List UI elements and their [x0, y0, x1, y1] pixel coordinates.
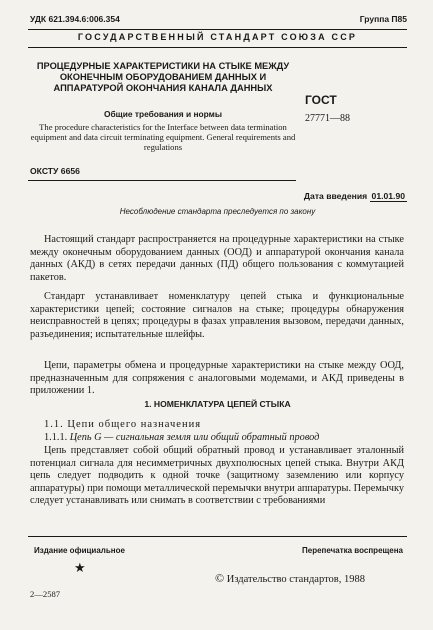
- gost-label: ГОСТ: [305, 93, 337, 107]
- paragraph-circuit-g: [30, 445, 404, 508]
- print-code: 2—2587: [30, 589, 61, 599]
- item-title: Цепь G — сигнальная земля или общий обратный провод: [69, 432, 320, 443]
- effective-date: [304, 191, 407, 201]
- copyright-line: [215, 571, 365, 586]
- paragraph-appendix: [30, 360, 404, 398]
- paragraph-nomenclature: [30, 291, 404, 341]
- standard-banner: ГОСУДАРСТВЕННЫЙ СТАНДАРТ СОЮЗА ССР: [77, 32, 358, 42]
- paragraph-scope: [30, 234, 404, 284]
- copyright-icon: ©: [215, 571, 225, 585]
- title-english: The procedure characteristics for the Interface between data termination equipment and data circuit terminating equipment. General requirements and regulations: [30, 122, 296, 152]
- subtitle-russian: Общие требования и нормы: [103, 109, 223, 119]
- official-edition: Издание официальное: [34, 546, 125, 555]
- udk-code: УДК 621.394.6:006.354: [30, 14, 120, 24]
- footer-rule: [28, 536, 407, 537]
- violation-notice: Несоблюдение стандарта преследуется по закону: [119, 207, 316, 216]
- title-russian: ПРОЦЕДУРНЫЕ ХАРАКТЕРИСТИКИ НА СТЫКЕ МЕЖДУ ОКОНЕЧНЫМ ОБОРУДОВАНИЕМ ДАННЫХ И АППАРАТУРОЙ ОКОНЧАНИЯ КАНАЛА ДАННЫХ: [36, 61, 290, 93]
- star-icon: ★: [74, 560, 86, 575]
- paragraph-text: Настоящий стандарт распространяется на процедурные характеристики на стыке между оконечным оборудованием данных (ООД) и аппаратурой окончания канала данных (АКД) в сетях передачи данных (ПД) общего пользования с коммутацией пакетов.: [30, 234, 404, 283]
- paragraph-text: Цепи, параметры обмена и процедурные характеристики на стыке между ООД, предназначенным для сопряжения с аналоговыми модемами, и АКД приведены в приложении 1.: [30, 360, 404, 397]
- subsection-heading: 1.1. Цепи общего назначения: [44, 419, 202, 430]
- item-number: 1.1.1.: [44, 432, 68, 443]
- group-code: Группа П85: [359, 14, 407, 24]
- okstu-rule: [28, 180, 296, 181]
- header-rule-bottom: [28, 47, 407, 48]
- okstu-code: ОКСТУ 6656: [30, 166, 80, 176]
- item-heading: [44, 432, 319, 443]
- section-heading: 1. НОМЕНКЛАТУРА ЦЕПЕЙ СТЫКА: [144, 399, 291, 409]
- copyright-text: Издательство стандартов, 1988: [226, 574, 365, 585]
- paragraph-text: Цепь представляет собой общий обратный провод и устанавливает эталонный потенциал сигнала для несимметричных двухполюсных цепей стыка. Внутри АКД цепь следует подводить к одной точке (защитному заземлению или корпусу аппаратуры) при помощи металлической перемычки внутри аппаратуры. Перемычку следует устанавливать или снимать в соответствии с требованиями: [30, 445, 404, 507]
- effective-date-value: 01.01.90: [371, 191, 405, 201]
- reprint-notice: Перепечатка воспрещена: [302, 546, 403, 555]
- paragraph-text: Стандарт устанавливает номенклатуру цепей стыка и функциональные характеристики цепей; состояние сигналов на стыке; процедуры обнаружения неисправностей в цепях; процедуры в фазах управления вызовом, передачи данных, разъединения; испытательные шлейфы.: [30, 291, 404, 340]
- gost-number: 27771—88: [305, 113, 350, 124]
- effective-date-label: Дата введения: [303, 191, 368, 201]
- header-rule-top: [28, 29, 407, 30]
